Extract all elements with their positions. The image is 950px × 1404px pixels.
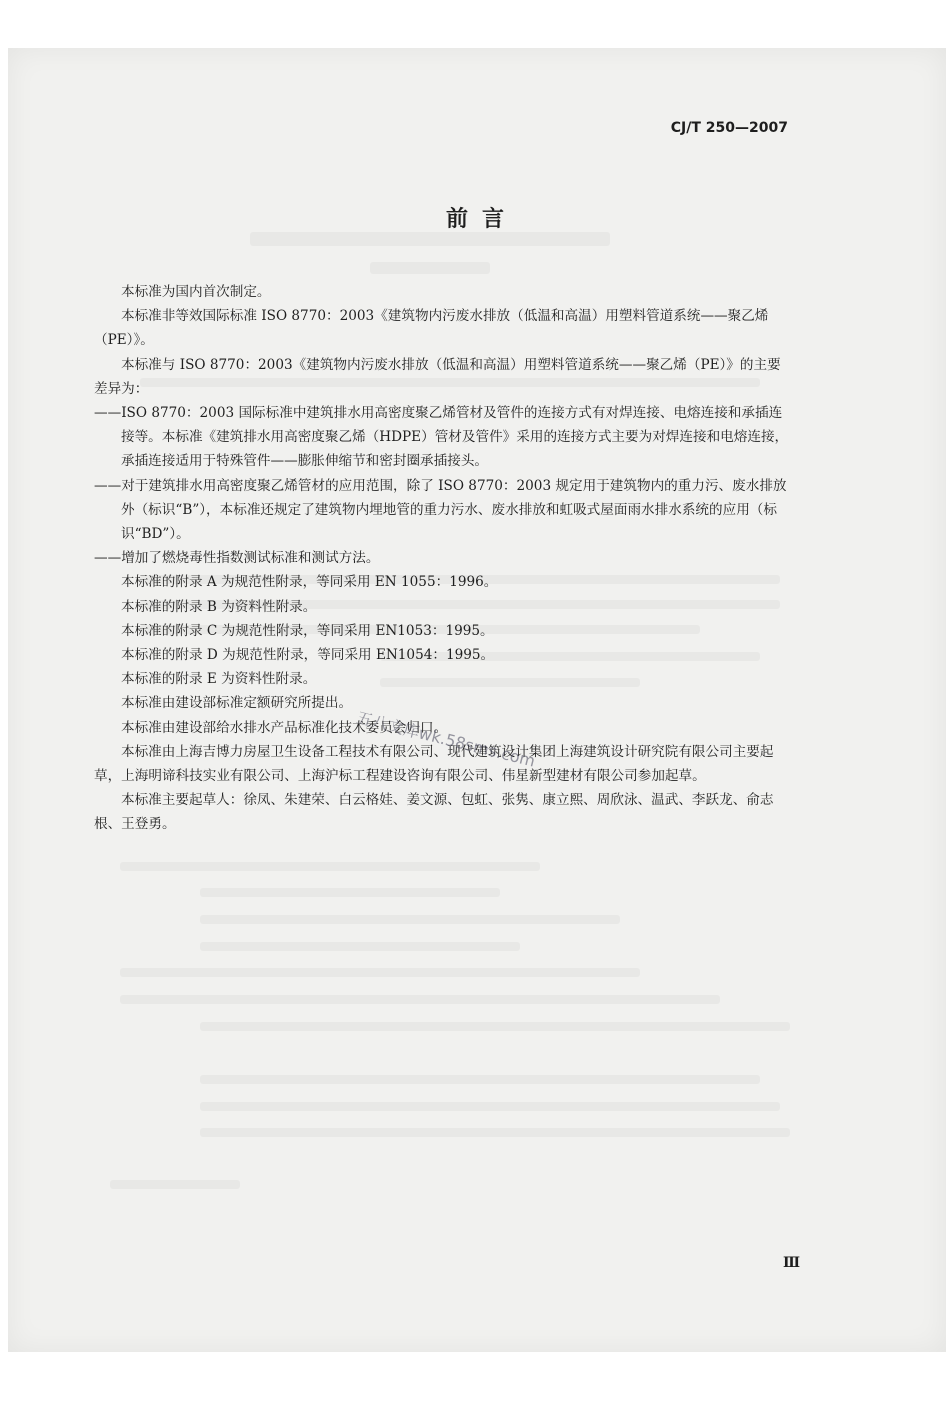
standard-number: CJ/T 250—2007 bbox=[670, 120, 788, 136]
foreword-body bbox=[94, 280, 794, 837]
paragraph: 本标准主要起草人：徐凤、朱建荣、白云格娃、姜文源、包虹、张隽、康立熙、周欣泳、温武、李跃龙、俞志根、王登勇。 bbox=[94, 792, 774, 833]
difference-item: ——增加了燃烧毒性指数测试标准和测试方法。 bbox=[94, 550, 380, 567]
page-title: 前言 bbox=[445, 206, 518, 232]
paragraph: 本标准由建设部给水排水产品标准化技术委员会归口。 bbox=[121, 719, 448, 736]
paragraph: 本标准的附录 D 为规范性附录，等同采用 EN1054：1995。 bbox=[121, 647, 495, 664]
paragraph: 本标准由建设部标准定额研究所提出。 bbox=[121, 695, 353, 712]
paragraph: 本标准由上海吉博力房屋卫生设备工程技术有限公司、现代建筑设计集团上海建筑设计研究院有限公司主要起草，上海明谛科技实业有限公司、上海沪标工程建设咨询有限公司、伟星新型建材有限公司参加起草。 bbox=[94, 743, 774, 785]
paragraph: 本标准的附录 C 为规范性附录，等同采用 EN1053：1995。 bbox=[121, 622, 494, 639]
difference-item: ——对于建筑排水用高密度聚乙烯管材的应用范围，除了 ISO 8770：2003 规定用于建筑物内的重力污、废水排放外（标识“B”），本标准还规定了建筑物内埋地管的重力污水、废水排放和虹吸式屋面雨水排水系统的应用（标识“BD”）。 bbox=[94, 477, 787, 543]
watermark: 五八文库wk.58sms.com bbox=[354, 707, 538, 771]
paragraph: 本标准与 ISO 8770：2003《建筑物内污废水排放（低温和高温）用塑料管道系统——聚乙烯（PE）》的主要差异为： bbox=[94, 356, 781, 397]
paragraph: 本标准的附录 B 为资料性附录。 bbox=[121, 598, 317, 615]
difference-item: ——ISO 8770：2003 国际标准中建筑排水用高密度聚乙烯管材及管件的连接方式有对焊连接、电熔连接和承插连接等。本标准《建筑排水用高密度聚乙烯（HDPE）管材及管件》采用的连接方式主要为对焊连接和电熔连接，承插连接适用于特殊管件——膨胀伸缩节和密封圈承插接头。 bbox=[94, 405, 789, 470]
paragraph: 本标准的附录 A 为规范性附录，等同采用 EN 1055：1996。 bbox=[121, 574, 498, 591]
paragraph: 本标准为国内首次制定。 bbox=[121, 284, 271, 300]
paragraph: 本标准的附录 E 为资料性附录。 bbox=[121, 671, 317, 688]
page-number: Ⅲ bbox=[783, 1255, 801, 1271]
paragraph: 本标准非等效国际标准 ISO 8770：2003《建筑物内污废水排放（低温和高温）用塑料管道系统——聚乙烯（PE）》。 bbox=[94, 308, 769, 349]
